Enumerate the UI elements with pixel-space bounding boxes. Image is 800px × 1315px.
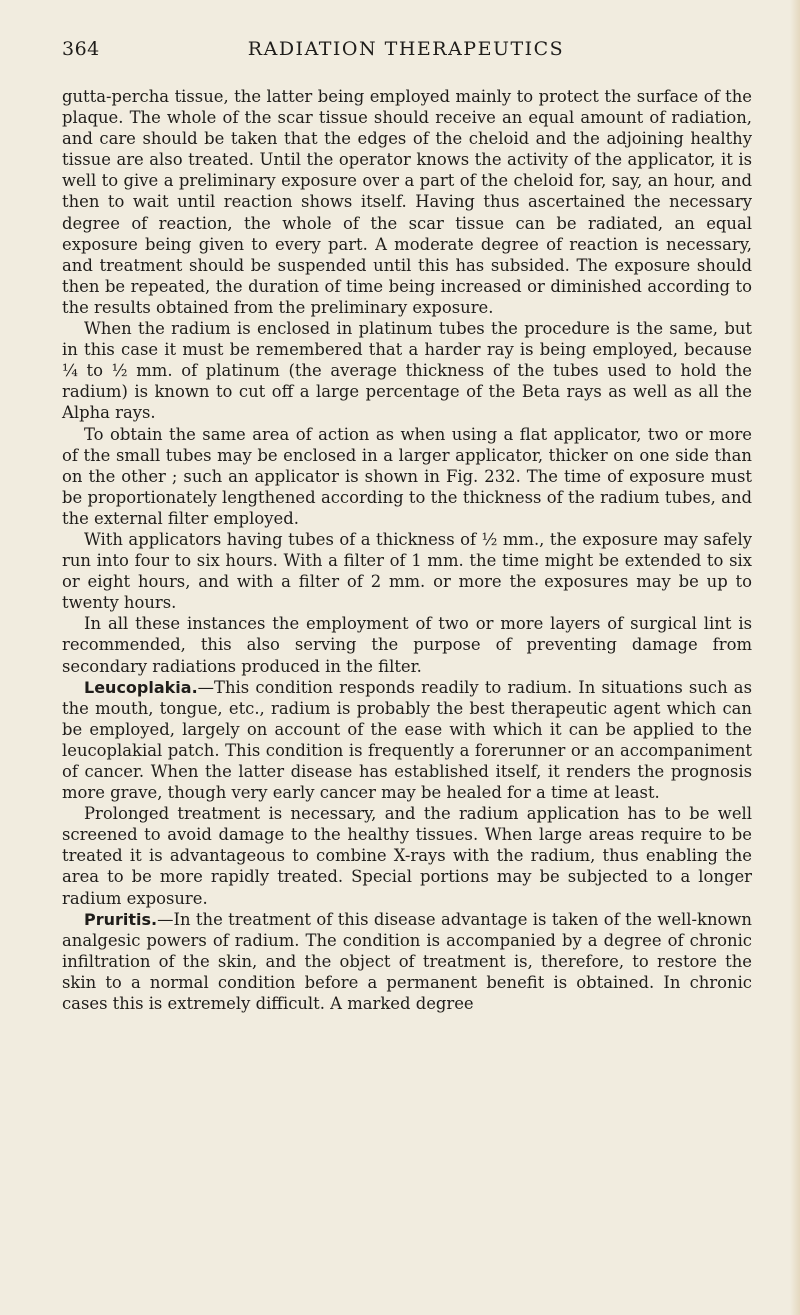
paragraph bbox=[62, 318, 752, 423]
paragraph bbox=[62, 529, 752, 613]
paragraph bbox=[62, 803, 752, 908]
body-text bbox=[62, 86, 752, 1014]
paragraph-text: To obtain the same area of action as when using a flat applicator, two or more of the small tubes may be enclosed in a larger applicator, thicker on one side than on the other ; such an applicator is shown in Fig. 232. The time of exposure must be proportionately lengthened according to the thickness of the radium tubes, and the external filter employed. bbox=[62, 424, 752, 528]
section-heading-leucoplakia: Leucoplakia. bbox=[84, 677, 198, 697]
paragraph-text: When the radium is enclosed in platinum tubes the procedure is the same, but in this case it must be remembered that a harder ray is being employed, because ¼ to ½ mm. of platinum (the average thickness of the tubes used to hold the radium) is known to cut off a large percentage of the Beta rays as well as all the Alpha rays. bbox=[62, 319, 752, 423]
paragraph bbox=[62, 86, 752, 318]
page-header bbox=[62, 38, 750, 64]
paragraph-text: Prolonged treatment is necessary, and the radium application has to be well screened to avoid damage to the healthy tissues. When large areas require to be treated it is advantageous to combine X-rays with the radium, thus enabling the area to be more rapidly treated. Special portions may be subjected to a longer radium exposure. bbox=[62, 804, 752, 908]
paragraph-text: gutta-percha tissue, the latter being employed mainly to protect the surface of the plaque. The whole of the scar tissue should receive an equal amount of radiation, and care should be taken that the edges of the cheloid and the adjoining healthy tissue are also treated. Until the operator knows the activity of the applicator, it is well to give a preliminary exposure over a part of the cheloid for, say, an hour, and then to wait until reaction shows itself. Having thus ascertained the necessary degree of reaction, the whole of the scar tissue can be radiated, an equal exposure being given to every part. A moderate degree of reaction is necessary, and treatment should be suspended until this has subsided. The exposure should then be repeated, the duration of time being increased or diminished according to the results obtained from the preliminary exposure. bbox=[62, 87, 752, 317]
paragraph bbox=[62, 613, 752, 676]
paragraph bbox=[62, 909, 752, 1014]
paragraph-text: In all these instances the employment of two or more layers of surgical lint is recommended, this also serving the purpose of preventing damage from secondary radiations produced in the filter. bbox=[62, 614, 752, 676]
paragraph-text: —This condition responds readily to radium. In situations such as the mouth, tongue, etc., radium is probably the best therapeutic agent which can be employed, largely on account of the ease with which it can be applied to the leucoplakial patch. This condition is frequently a forerunner or an accompaniment of cancer. When the latter disease has established itself, it renders the prognosis more grave, though very early cancer may be healed for a time at least. bbox=[62, 677, 752, 803]
paragraph bbox=[62, 424, 752, 529]
paragraph bbox=[62, 677, 752, 804]
section-heading-pruritis: Pruritis. bbox=[84, 909, 158, 929]
paragraph-text: With applicators having tubes of a thickness of ½ mm., the exposure may safely run into four to six hours. With a filter of 1 mm. the time might be extended to six or eight hours, and with a filter of 2 mm. or more the exposures may be up to twenty hours. bbox=[62, 529, 752, 613]
page-number: 364 bbox=[62, 38, 100, 60]
page-edge bbox=[790, 0, 800, 1315]
running-head: RADIATION THERAPEUTICS bbox=[247, 38, 565, 60]
paragraph-text: —In the treatment of this disease advantage is taken of the well-known analgesic powers of radium. The condition is accompanied by a degree of chronic infiltration of the skin, and the object of treatment is, therefore, to restore the skin to a normal condition before a permanent benefit is obtained. In chronic cases this is extremely difficult. A marked degree bbox=[62, 909, 752, 1014]
